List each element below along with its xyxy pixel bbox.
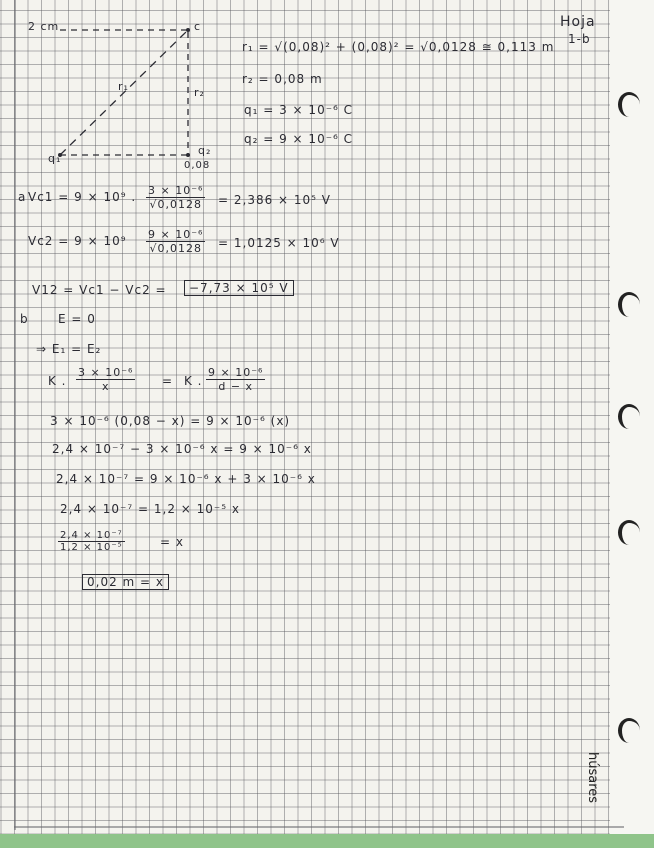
x-fraction-rhs: = x bbox=[160, 535, 184, 549]
x-denominator: 1,2 × 10⁻⁵ bbox=[60, 542, 123, 553]
x-fraction bbox=[58, 530, 125, 553]
bottom-line bbox=[14, 826, 624, 828]
point-c-label: c bbox=[194, 20, 202, 33]
e1-numerator: 3 × 10⁻⁶ bbox=[78, 366, 134, 379]
r2-label: r₂ bbox=[194, 86, 205, 99]
part-a-marker: a bbox=[18, 190, 27, 204]
e2-fraction bbox=[206, 366, 265, 393]
part-b-line4: 3 × 10⁻⁶ (0,08 − x) = 9 × 10⁻⁶ (x) bbox=[50, 414, 291, 428]
diagram-scale-label: 2 cm bbox=[28, 20, 60, 33]
part-b-line7: 2,4 × 10⁻⁷ = 1,2 × 10⁻⁵ x bbox=[60, 502, 240, 516]
given-r2: r₂ = 0,08 m bbox=[242, 72, 323, 86]
x-numerator: 2,4 × 10⁻⁷ bbox=[60, 530, 123, 541]
binder-hole-icon bbox=[618, 404, 640, 429]
r1-label: r₁ bbox=[118, 80, 129, 93]
vc1-numerator: 3 × 10⁻⁶ bbox=[148, 184, 204, 197]
e1-denominator: x bbox=[101, 380, 110, 393]
sheet-label: Hoja bbox=[560, 14, 596, 30]
brand-logo: húsares bbox=[585, 752, 600, 804]
vc2-numerator: 9 × 10⁻⁶ bbox=[148, 228, 204, 241]
binder-hole-icon bbox=[618, 92, 640, 117]
vc2-fraction bbox=[146, 228, 205, 255]
v12-lhs: V12 = Vc1 − Vc2 = bbox=[32, 283, 167, 297]
q2-label: q₂ bbox=[198, 144, 212, 157]
background-strip bbox=[0, 834, 654, 848]
part-b-line6: 2,4 × 10⁻⁷ = 9 × 10⁻⁶ x + 3 × 10⁻⁶ x bbox=[56, 472, 316, 486]
vc1-lhs: Vc1 = 9 × 10⁹ . bbox=[28, 190, 137, 204]
part-b-line5: 2,4 × 10⁻⁷ − 3 × 10⁻⁶ x = 9 × 10⁻⁶ x bbox=[52, 442, 312, 456]
vc2-lhs: Vc2 = 9 × 10⁹ bbox=[28, 234, 127, 248]
q1-label: q₁ bbox=[48, 152, 62, 165]
e1-fraction bbox=[76, 366, 135, 393]
part-b-line2: ⇒ E₁ = E₂ bbox=[36, 342, 102, 356]
given-q2: q₂ = 9 × 10⁻⁶ C bbox=[244, 132, 354, 146]
binder-hole-icon bbox=[618, 718, 640, 743]
binder-hole-icon bbox=[618, 292, 640, 317]
vc1-denominator: √0,0128 bbox=[149, 198, 202, 211]
given-r1: r₁ = √(0,08)² + (0,08)² = √0,0128 ≅ 0,113 m bbox=[242, 40, 555, 54]
given-q1: q₁ = 3 × 10⁻⁶ C bbox=[244, 103, 354, 117]
sheet-number: 1-b bbox=[568, 32, 591, 46]
vc2-denominator: √0,0128 bbox=[149, 242, 202, 255]
final-result-box: 0,02 m = x bbox=[82, 574, 169, 590]
binder-hole-icon bbox=[618, 520, 640, 545]
v12-result-box: −7,73 × 10⁵ V bbox=[184, 280, 294, 296]
vc1-result: = 2,386 × 10⁵ V bbox=[218, 193, 332, 207]
e2-denominator: d − x bbox=[218, 380, 254, 393]
part-b-marker: b bbox=[20, 312, 29, 326]
margin-line bbox=[14, 0, 16, 830]
equals-sign: = bbox=[162, 374, 174, 388]
distance-label: 0,08 bbox=[184, 160, 211, 171]
vc1-fraction bbox=[146, 184, 205, 211]
part-b-line1: E = 0 bbox=[58, 312, 96, 326]
k2-label: K . bbox=[184, 374, 203, 388]
vc2-result: = 1,0125 × 10⁶ V bbox=[218, 236, 340, 250]
e2-numerator: 9 × 10⁻⁶ bbox=[208, 366, 264, 379]
k1-label: K . bbox=[48, 374, 67, 388]
